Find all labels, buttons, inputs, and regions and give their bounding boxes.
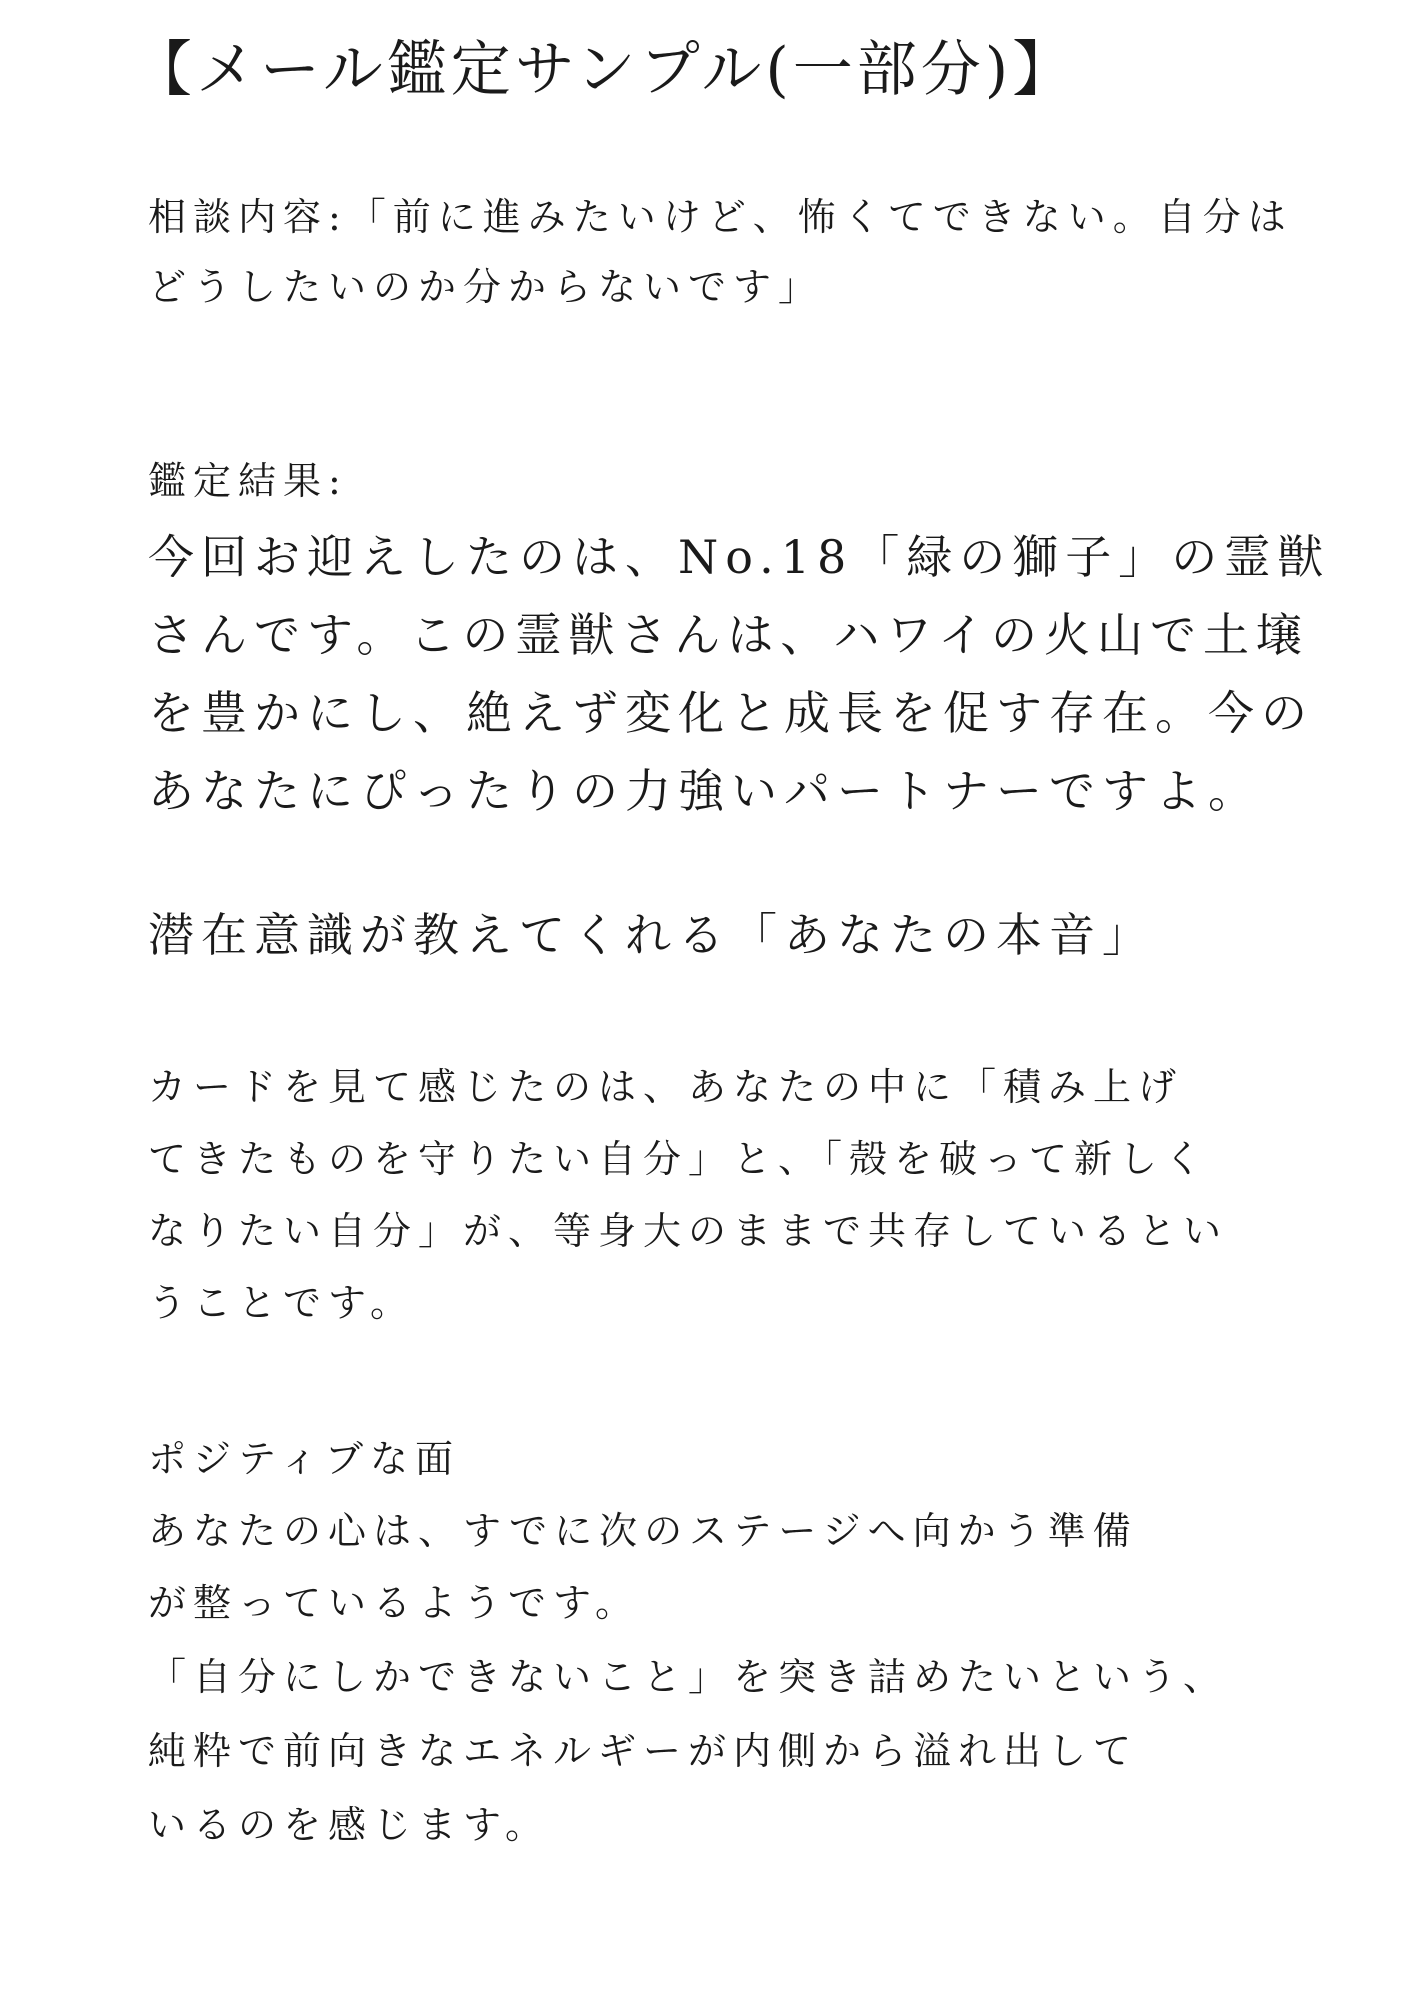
positive-line-2: が整っているようです。 (148, 1581, 640, 1625)
positive-line-4: 純粋で前向きなエネルギーが内側から溢れ出して (148, 1729, 1139, 1773)
insight-line-4: うことです。 (148, 1281, 415, 1325)
section-heading: 潜在意識が教えてくれる「あなたの本音」 (148, 908, 1155, 962)
result-line-2: さんです。この霊獣さんは、ハワイの火山で土壌 (148, 608, 1309, 662)
insight-line-3: なりたい自分」が、等身大のままで共存しているとい (148, 1209, 1229, 1253)
positive-line-5: いるのを感じます。 (148, 1803, 550, 1847)
insight-line-1: カードを見て感じたのは、あなたの中に「積み上げ (148, 1065, 1184, 1109)
insight-line-2: てきたものを守りたい自分」と、「殻を破って新しく (148, 1137, 1210, 1181)
positive-line-3: 「自分にしかできないこと」を突き詰めたいという、 (148, 1655, 1229, 1699)
result-line-4: あなたにぴったりの力強いパートナーですよ。 (148, 764, 1261, 818)
consultation-line-1: 相談内容:「前に進みたいけど、怖くてできない。自分は (148, 195, 1293, 239)
positive-heading: ポジティブな面 (148, 1437, 460, 1481)
result-line-1: 今回お迎えしたのは、No.18「緑の獅子」の霊獣 (148, 530, 1331, 584)
result-label: 鑑定結果: (148, 459, 348, 503)
consultation-line-2: どうしたいのか分からないです」 (148, 265, 824, 309)
result-line-3: を豊かにし、絶えず変化と成長を促す存在。今の (148, 686, 1314, 740)
page-title: 【メール鑑定サンプル(一部分)】 (132, 35, 1077, 105)
positive-line-1: あなたの心は、すでに次のステージへ向かう準備 (148, 1509, 1138, 1553)
